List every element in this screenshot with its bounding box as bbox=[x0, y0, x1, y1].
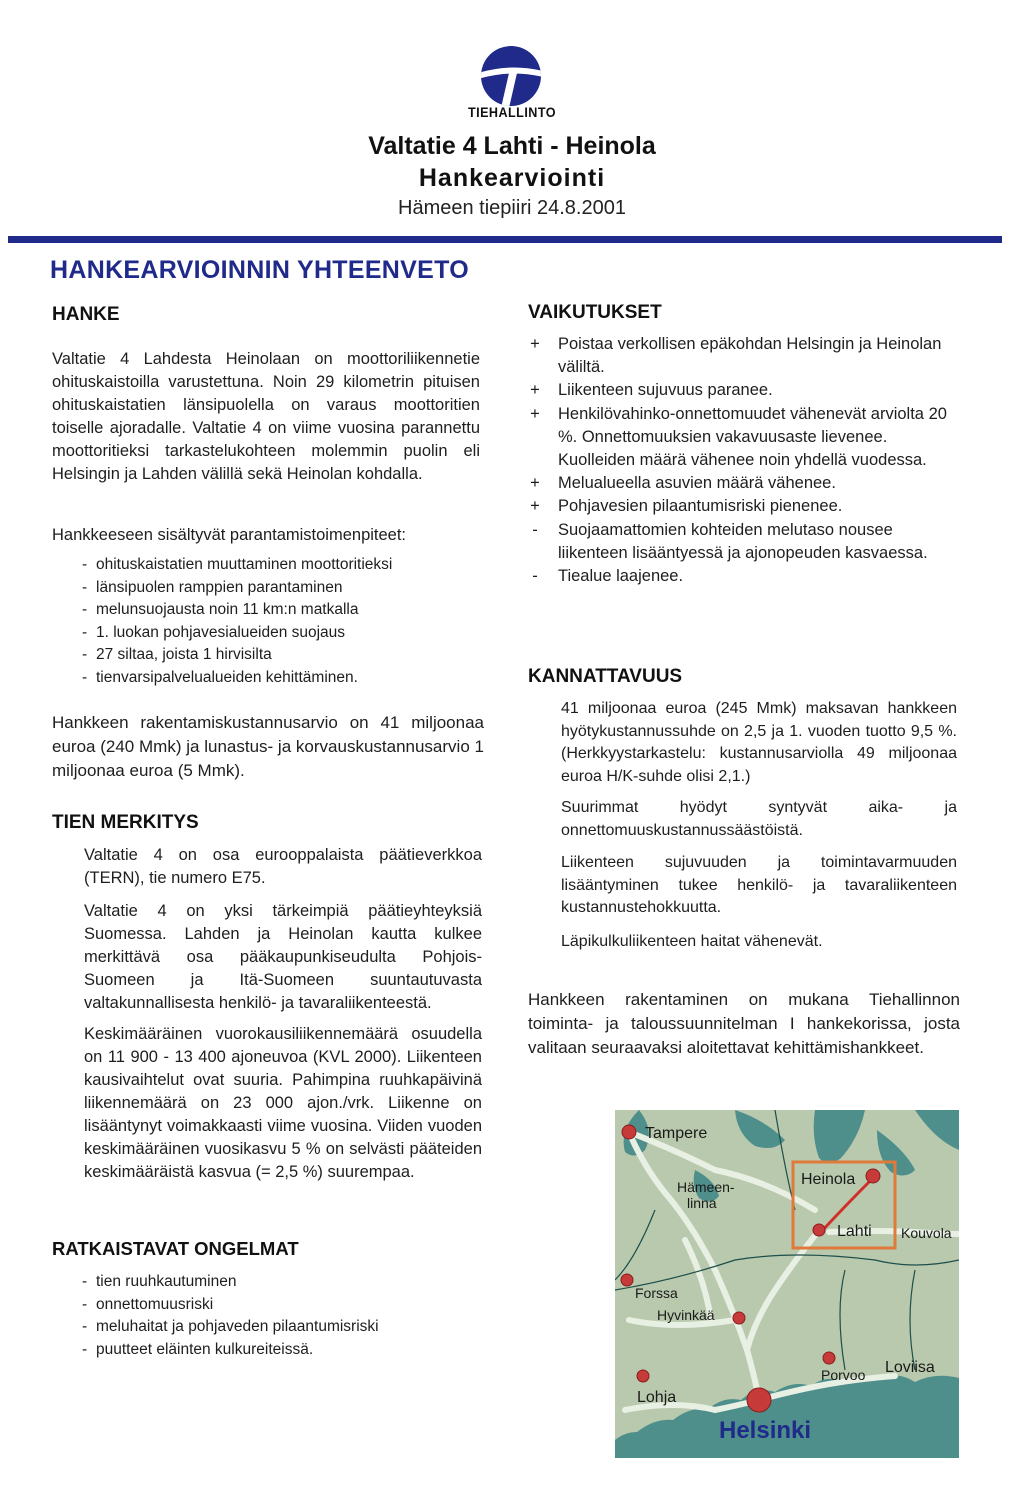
kannattavuus-heading: KANNATTAVUUS bbox=[528, 666, 683, 687]
list-item: - 1. luokan pohjavesialueiden suojaus bbox=[82, 622, 482, 645]
effect-text: Liikenteen sujuvuus paranee. bbox=[558, 381, 773, 400]
list-item: - onnettomuusriski bbox=[82, 1294, 482, 1317]
effect-sign: + bbox=[530, 474, 540, 493]
effect-item bbox=[528, 403, 960, 473]
effect-text: Pohjavesien pilaantumisriski pienenee. bbox=[558, 497, 843, 516]
closing-paragraph: Hankkeen rakentaminen on mukana Tiehallinnon toiminta- ja taloussuunnitelman I hankekorissa, josta valitaan seuraavaksi aloitettavat kehittämishankkeet. bbox=[528, 990, 960, 1057]
map-label-forssa: Forssa bbox=[635, 1285, 678, 1301]
measures-list bbox=[82, 554, 482, 689]
kannattavuus-paragraph-4: Läpikulkuliikenteen haitat vähenevät. bbox=[561, 933, 823, 950]
location-map bbox=[615, 1110, 959, 1458]
list-item: - ohituskaistatien muuttaminen moottoritieksi bbox=[82, 554, 482, 577]
city-marker-lahti bbox=[813, 1224, 825, 1236]
page-title: Valtatie 4 Lahti - Heinola bbox=[368, 132, 656, 160]
map-label-loviisa: Loviisa bbox=[885, 1359, 935, 1376]
effect-sign: - bbox=[532, 567, 538, 586]
ongelmat-list bbox=[82, 1271, 482, 1361]
effect-text: Suojaamattomien kohteiden melutaso nousee liikenteen lisääntyessä ja ajonopeuden kasvaessa. bbox=[558, 520, 928, 562]
merkitys-paragraph-2: Valtatie 4 on yksi tärkeimpiä päätieyhteyksiä Suomessa. Lahden ja Heinolan kautta kulkee merkittävä osa pääkaupunkiseudulta Pohjois-Suomeen ja Itä-Suomeen suuntautuvasta valtakunnallisesta henkilö- ja tavaraliikenteestä. bbox=[84, 902, 482, 1012]
kannattavuus-paragraph-1: 41 miljoonaa euroa (245 Mmk) maksavan hankkeen hyötykustannussuhde on 2,5 ja 1. vuoden tuotto 9,5 %. (Herkkyystarkastelu: kustannusarviolla 49 miljoonaa euroa H/K-suhde olisi 2,1.) bbox=[561, 700, 957, 785]
page-subtitle: Hankearviointi bbox=[418, 164, 606, 192]
map-label-lohja: Lohja bbox=[637, 1389, 677, 1406]
kannattavuus-paragraph-2: Suurimmat hyödyt syntyvät aika- ja onnettomuuskustannussäästöistä. bbox=[561, 799, 957, 839]
map-label-hameenlinna-2: linna bbox=[687, 1195, 717, 1211]
map-label-tampere: Tampere bbox=[645, 1125, 708, 1142]
effect-item bbox=[528, 379, 960, 402]
merkitys-paragraph-3: Keskimääräinen vuorokausiliikennemäärä osuudella on 11 900 - 13 400 ajoneuvoa (KVL 2000). Liikenteen kausivaihtelut ovat suuria. Pahimpina ruuhkapäivinä liikennemäärä on 23 000 ajon./vrk. Liikenne on lisääntynyt voimakkaasti viime vuosina. Viiden vuoden keskimääräinen vuosikasvu 5 % on selvästi pääteiden keskimääräistä kasvua (= 2,5 %) suurempaa. bbox=[84, 1025, 482, 1181]
city-marker-tampere bbox=[622, 1125, 636, 1139]
effect-text: Tiealue laajenee. bbox=[558, 567, 684, 586]
merkitys-heading: TIEN MERKITYS bbox=[52, 812, 199, 833]
city-marker-lohja bbox=[637, 1370, 649, 1382]
list-item: - puutteet eläinten kulkureiteissä. bbox=[82, 1339, 482, 1362]
map-label-helsinki: Helsinki bbox=[719, 1417, 812, 1444]
map-label-hyvinkaa: Hyvinkää bbox=[657, 1307, 715, 1323]
list-item: - tienvarsipalvelualueiden kehittäminen. bbox=[82, 667, 482, 690]
map-label-kouvola: Kouvola bbox=[901, 1225, 952, 1241]
list-item: - tien ruuhkautuminen bbox=[82, 1271, 482, 1294]
city-marker-forssa bbox=[621, 1274, 633, 1286]
effect-sign: + bbox=[530, 404, 540, 423]
effect-item bbox=[528, 472, 960, 495]
effect-sign: + bbox=[530, 335, 540, 353]
logo-text: TIEHALLINTO bbox=[467, 104, 557, 120]
measures-intro: Hankkeeseen sisältyvät parantamistoimenpiteet: bbox=[52, 526, 407, 544]
summary-title: HANKEARVIOINNIN YHTEENVETO bbox=[50, 256, 469, 284]
effect-item bbox=[528, 565, 960, 588]
kannattavuus-paragraph-3: Liikenteen sujuvuuden ja toimintavarmuuden lisääntyminen tukee henkilö- ja tavaraliikenteen kustannustehokkuutta. bbox=[561, 854, 957, 916]
map-label-lahti: Lahti bbox=[837, 1223, 872, 1240]
map-label-porvoo: Porvoo bbox=[821, 1367, 866, 1383]
cost-text: Hankkeen rakentamiskustannusarvio on 41 miljoonaa euroa (240 Mmk) ja lunastus- ja korvauskustannusarvio 1 miljoonaa euroa (5 Mmk). bbox=[52, 713, 484, 780]
district-date: Hämeen tiepiiri 24.8.2001 bbox=[398, 197, 626, 219]
effect-text: Poistaa verkollisen epäkohdan Helsingin ja Heinolan väliltä. bbox=[558, 335, 942, 377]
effect-item bbox=[528, 495, 960, 518]
city-marker-helsinki bbox=[747, 1388, 771, 1412]
list-item: - meluhaitat ja pohjaveden pilaantumisriski bbox=[82, 1316, 482, 1339]
city-marker-porvoo bbox=[823, 1352, 835, 1364]
map-label-hameenlinna-1: Hämeen- bbox=[677, 1179, 735, 1195]
list-item: - länsipuolen ramppien parantaminen bbox=[82, 577, 482, 600]
map-label-heinola: Heinola bbox=[801, 1171, 856, 1188]
list-item: - melunsuojausta noin 11 km:n matkalla bbox=[82, 599, 482, 622]
effect-sign: + bbox=[530, 497, 540, 516]
effects-list bbox=[528, 333, 960, 588]
merkitys-paragraph-1: Valtatie 4 on osa eurooppalaista päätieverkkoa (TERN), tie numero E75. bbox=[84, 846, 482, 887]
ongelmat-heading: RATKAISTAVAT ONGELMAT bbox=[52, 1238, 299, 1259]
effect-sign: - bbox=[532, 520, 538, 539]
hanke-text: Valtatie 4 Lahdesta Heinolaan on moottoriliikennetie ohituskaistoilla varustettuna. Noin 29 kilometrin pituisen ohituskaistatien länsipuolella on varaus moottoritien toiselle ajoradalle. Valtatie 4 on viime vuosina parannettu moottoritieksi tarkastelukohteen molemmin puolin eli Helsingin ja Lahden välillä sekä Heinolan kohdalla. bbox=[52, 350, 480, 483]
effect-item bbox=[528, 519, 960, 565]
hanke-heading: HANKE bbox=[52, 304, 120, 325]
city-marker-heinola bbox=[866, 1169, 880, 1183]
list-item: - 27 siltaa, joista 1 hirvisilta bbox=[82, 644, 482, 667]
effect-item bbox=[528, 333, 960, 379]
effect-sign: + bbox=[530, 381, 540, 400]
effect-text: Henkilövahinko-onnettomuudet vähenevät arviolta 20 %. Onnettomuuksien vakavuusaste lievenee. Kuolleiden määrä vähenee noin yhdellä vuodessa. bbox=[558, 404, 947, 470]
tiehallinto-logo bbox=[475, 44, 547, 108]
vaikutukset-heading: VAIKUTUKSET bbox=[528, 302, 662, 323]
effect-text: Melualueella asuvien määrä vähenee. bbox=[558, 474, 836, 493]
city-marker-hyvinkaa bbox=[733, 1312, 745, 1324]
header-divider bbox=[8, 236, 1002, 243]
